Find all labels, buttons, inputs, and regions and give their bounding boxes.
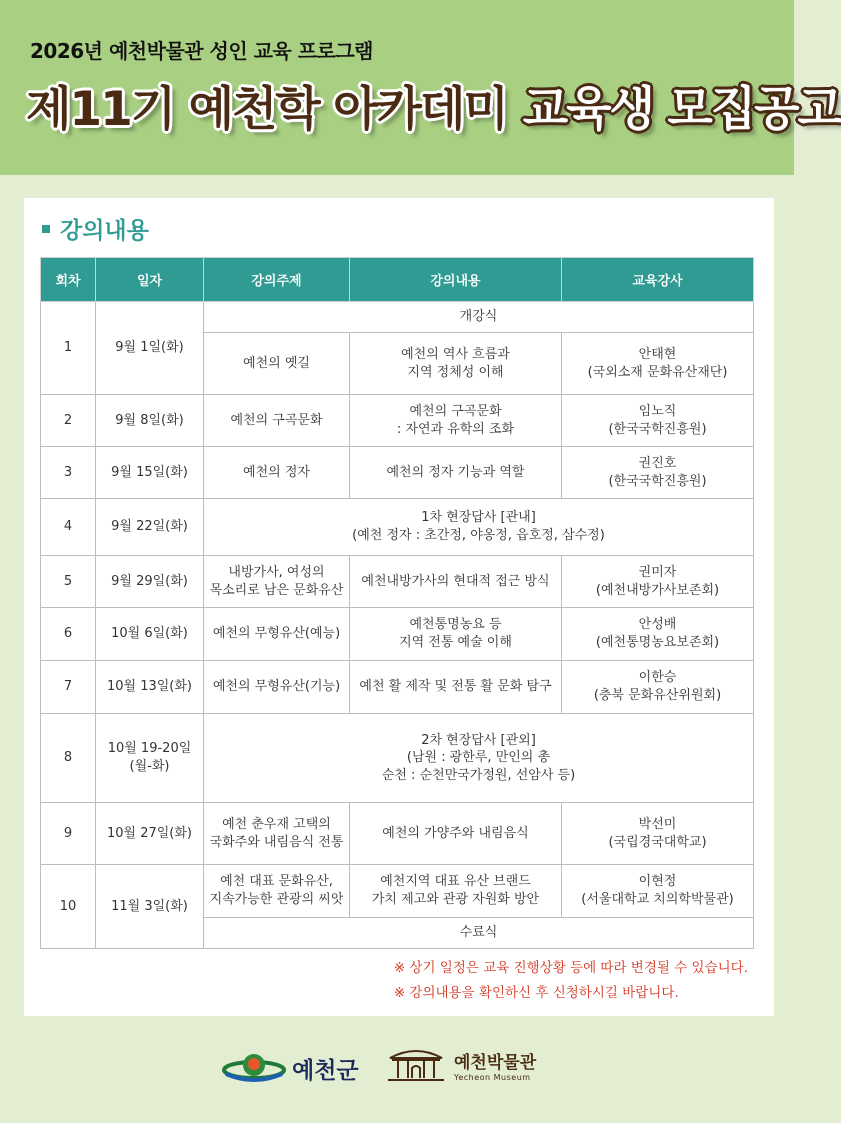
table-row — [41, 556, 754, 608]
table-row — [41, 302, 754, 333]
lecturer: 권진호 (한국국학진흥원) — [562, 447, 754, 499]
header-content: 강의내용 — [350, 258, 562, 302]
lecture-topic: 예천의 무형유산(기능) — [204, 661, 350, 714]
section-heading — [42, 212, 149, 245]
museum-building-icon — [386, 1046, 446, 1084]
session-number: 2 — [41, 395, 96, 447]
session-date: 10월 13일(화) — [96, 661, 204, 714]
lecture-content: 예천통명농요 등 지역 전통 예술 이해 — [350, 608, 562, 661]
table-row — [41, 714, 754, 803]
footer-logos — [0, 1040, 794, 1100]
session-date: 10월 6일(화) — [96, 608, 204, 661]
museum-name-english: Yecheon Museum — [454, 1073, 531, 1082]
session-number: 1 — [41, 302, 96, 395]
lecture-content: 예천의 역사 흐름과 지역 정체성 이해 — [350, 333, 562, 395]
lecture-topic: 예천의 구곡문화 — [204, 395, 350, 447]
table-row — [41, 865, 754, 918]
page-title — [26, 72, 841, 139]
lecturer: 안태현 (국외소재 문화유산재단) — [562, 333, 754, 395]
table-row — [41, 661, 754, 714]
session-date: 10월 27일(화) — [96, 803, 204, 865]
lecture-content: 예천의 가양주와 내림음식 — [350, 803, 562, 865]
session-date: 9월 15일(화) — [96, 447, 204, 499]
lecturer: 이현정 (서울대학교 치의학박물관) — [562, 865, 754, 918]
lecture-content: 예천의 구곡문화 : 자연과 유학의 조화 — [350, 395, 562, 447]
section-title-text: 강의내용 — [60, 218, 149, 244]
session-date: 9월 8일(화) — [96, 395, 204, 447]
session-date: 9월 22일(화) — [96, 499, 204, 556]
session-number: 3 — [41, 447, 96, 499]
table-header-row — [41, 258, 754, 302]
session-number: 10 — [41, 865, 96, 949]
yecheon-county-logo — [222, 1048, 359, 1088]
session-number: 8 — [41, 714, 96, 803]
lecture-topic: 예천의 정자 — [204, 447, 350, 499]
notice-item: ※ 강의내용을 확인하신 후 신청하시길 바랍니다. — [393, 984, 679, 1001]
lecture-content: 예천의 정자 기능과 역할 — [350, 447, 562, 499]
session-date: 10월 19-20일 (월-화) — [96, 714, 204, 803]
yecheon-county-name: 예천군 — [292, 1057, 359, 1084]
session-date: 9월 1일(화) — [96, 302, 204, 395]
notice-list — [394, 956, 748, 1006]
completion-ceremony: 수료식 — [204, 918, 754, 949]
session-number: 7 — [41, 661, 96, 714]
lecture-topic: 예천 춘우재 고택의 국화주와 내림음식 전통 — [204, 803, 350, 865]
program-subtitle: 2026년 예천박물관 성인 교육 프로그램 — [30, 39, 373, 63]
session-number: 4 — [41, 499, 96, 556]
lecturer: 안성배 (예천통명농요보존회) — [562, 608, 754, 661]
session-date: 9월 29일(화) — [96, 556, 204, 608]
lecture-schedule-table — [40, 257, 754, 949]
header-lecturer: 교육강사 — [562, 258, 754, 302]
table-row — [41, 447, 754, 499]
header-topic: 강의주제 — [204, 258, 350, 302]
field-trip-1: 1차 현장답사 [관내] (예천 정자 : 초간정, 야옹정, 읍호정, 삼수정) — [204, 499, 754, 556]
title-academy: 제11기 예천학 아카데미 — [26, 82, 507, 137]
yecheon-emblem-icon — [222, 1048, 286, 1088]
table-row — [41, 803, 754, 865]
field-trip-2: 2차 현장답사 [관외] (남원 : 광한루, 만인의 총 순천 : 순천만국가정원, 선암사 등) — [204, 714, 754, 803]
bullet-square-icon — [42, 225, 50, 233]
session-date: 11월 3일(화) — [96, 865, 204, 949]
lecture-topic: 내방가사, 여성의 목소리로 남은 문화유산 — [204, 556, 350, 608]
lecture-topic: 예천의 무형유산(예능) — [204, 608, 350, 661]
session-number: 9 — [41, 803, 96, 865]
lecture-topic: 예천 대표 문화유산, 지속가능한 관광의 씨앗 — [204, 865, 350, 918]
lecture-content: 예천내방가사의 현대적 접근 방식 — [350, 556, 562, 608]
lecture-topic: 예천의 옛길 — [204, 333, 350, 395]
table-row — [41, 608, 754, 661]
notice-item: ※ 상기 일정은 교육 진행상황 등에 따라 변경될 수 있습니다. — [393, 960, 748, 976]
yecheon-museum-logo — [386, 1046, 536, 1084]
opening-ceremony: 개강식 — [204, 302, 754, 333]
session-number: 5 — [41, 556, 96, 608]
session-number: 6 — [41, 608, 96, 661]
museum-name: 예천박물관 — [454, 1053, 537, 1073]
lecturer: 이한승 (충북 문화유산위원회) — [562, 661, 754, 714]
header-banner — [0, 0, 841, 175]
lecturer: 권미자 (예천내방가사보존회) — [562, 556, 754, 608]
header-session: 회차 — [41, 258, 96, 302]
title-recruitment: 교육생 모집공고 — [522, 82, 841, 137]
lecturer: 박선미 (국립경국대학교) — [562, 803, 754, 865]
content-panel — [24, 198, 774, 1016]
lecture-content: 예천 활 제작 및 전통 활 문화 탐구 — [350, 661, 562, 714]
lecturer: 임노직 (한국국학진흥원) — [562, 395, 754, 447]
table-row — [41, 499, 754, 556]
header-date: 일자 — [96, 258, 204, 302]
table-row — [41, 395, 754, 447]
lecture-content: 예천지역 대표 유산 브랜드 가치 제고와 관광 자원화 방안 — [350, 865, 562, 918]
